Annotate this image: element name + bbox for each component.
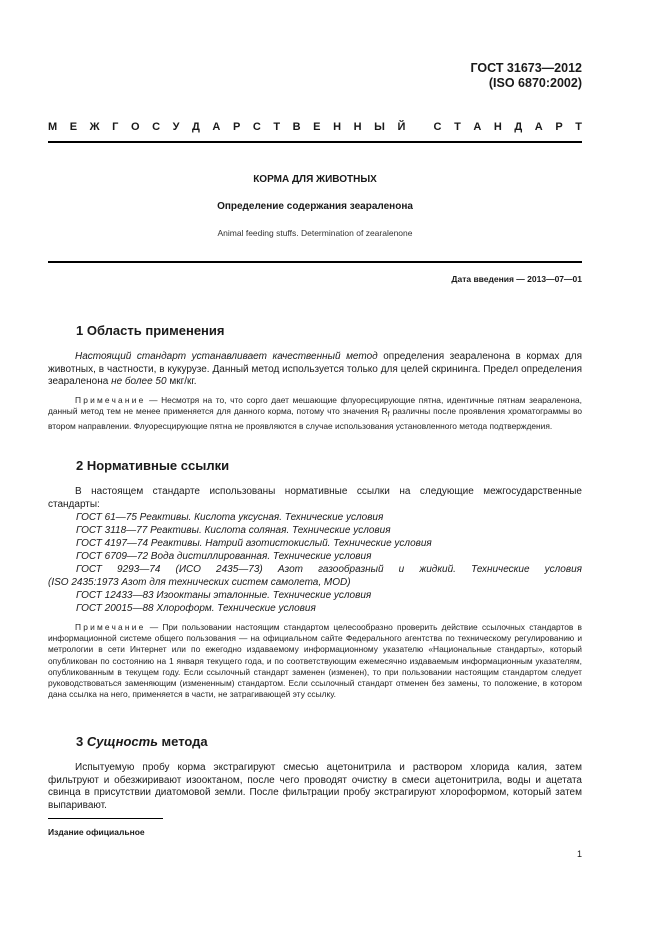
standard-type-letter: У: [172, 121, 180, 133]
standard-type-letter: В: [292, 121, 301, 133]
section-3-heading: [76, 734, 208, 749]
ref-gost-12433: ГОСТ 12433—83 Изооктаны эталонные. Технические условия: [76, 590, 372, 601]
section-2-intro: [48, 486, 582, 511]
standard-type-letter: Ж: [89, 121, 100, 133]
section-1-italic-1: Настоящий стандарт устанавливает качественный метод: [75, 351, 378, 362]
standard-code-gost: ГОСТ 31673—2012: [470, 61, 582, 75]
ref-gost-6709: ГОСТ 6709—72 Вода дистиллированная. Технические условия: [76, 551, 372, 562]
standard-type-letter: Р: [232, 121, 241, 133]
standard-type-letter: Т: [575, 121, 582, 133]
title-rule: [48, 261, 582, 263]
ref-gost-4197: ГОСТ 4197—74 Реактивы. Натрий азотистокислый. Технические условия: [76, 538, 432, 549]
section-3-paragraph: [48, 762, 582, 812]
edition-label: Издание официальное: [48, 827, 145, 837]
ref-gost-3118: ГОСТ 3118—77 Реактивы. Кислота соляная. Технические условия: [76, 525, 391, 536]
section-2-note: [48, 622, 582, 700]
document-subtitle: Определение содержания зеараленона: [217, 201, 413, 212]
note-label: Примечание: [75, 622, 146, 632]
section-3-italic: Сущность: [86, 734, 158, 749]
section-2-heading: 2 Нормативные ссылки: [76, 458, 230, 473]
standard-type-letter: Д: [192, 121, 200, 133]
note-label: Примечание: [75, 395, 146, 405]
section-1-text-1: определения зеараленона в кормах для животных, в частности, в кукурузе. Данный метод используется только для целей скрининга. Предел определения зеараленона: [48, 351, 583, 387]
section-2-intro-text: В настоящем стандарте использованы нормативные ссылки на следующие межгосударственные стандарты:: [48, 486, 582, 510]
standard-type-letter: Д: [514, 121, 523, 133]
standard-type-letter: А: [473, 121, 482, 133]
standard-type-letter: С: [433, 121, 442, 133]
ref-gost-9293-iso: (ISO 2435:1973 Азот для технических систем самолета, MOD): [48, 577, 351, 588]
section-1-note: [48, 395, 582, 432]
section-3-number: 3: [76, 734, 87, 749]
document-title: КОРМА ДЛЯ ЖИВОТНЫХ: [253, 174, 377, 185]
standard-type-letter: М: [48, 121, 58, 133]
standard-type-letter: Т: [454, 121, 461, 133]
header-rule: [48, 141, 582, 143]
standard-type-letter: Е: [313, 121, 321, 133]
ref-gost-9293: ГОСТ 9293—74 (ИСО 2435—73) Азот газообразный и жидкий. Технические условия: [76, 564, 582, 575]
ref-gost-61: ГОСТ 61—75 Реактивы. Кислота уксусная. Технические условия: [76, 512, 384, 523]
page-number: 1: [576, 849, 582, 859]
note-subscript: f: [387, 411, 390, 419]
standard-code: [470, 61, 582, 91]
standard-type-letter: Е: [69, 121, 78, 133]
standard-type-letter: [418, 121, 421, 135]
introduction-date: Дата введения — 2013—07—01: [451, 274, 582, 284]
section-1-italic-2: не более 50: [111, 376, 167, 387]
standard-type-letter: Т: [273, 121, 281, 133]
standard-type-letter: А: [534, 121, 543, 133]
standard-type-letter: О: [130, 121, 140, 133]
note-text: — Несмотря на то, что сорго дает мешающие флуоресцирующие пятна, идентичные пятнам зеараленона, данный метод тем не менее применяется для данного корма, потому что значения R: [48, 395, 582, 417]
standard-type-letter: С: [252, 121, 261, 133]
standard-type-letter: С: [152, 121, 161, 133]
document-title-english: Animal feeding stuffs. Determination of zearalenone: [217, 228, 413, 238]
note-text: — При пользовании настоящим стандартом целесообразно проверить действие ссылочных стандартов в информационной системе общего пользования — на официальном сайте Федерального агентства по техническому регулированию и метрологии в сети Интернет или по ежегодно издаваемому информационному указателю «Национальные стандарты», который опубликован по состоянию на 1 января текущего года, и по соответствующим ежемесячно издаваемым информационным указателям, опубликованным в текущем году. Если ссылочный стандарт заменен (изменен), то при пользовании настоящим стандартом следует руководствоваться заменяющим (измененным) стандартом. Если ссылочный стандарт отменен без замены, то положение, в котором дана ссылка на него, применяется в части, не затрагивающей эту ссылку.: [48, 622, 582, 700]
section-3-text: Испытуемую пробу корма экстрагируют смесью ацетонитрила и раствором хлорида калия, затем фильтруют и обезжиривают изооктаном, после чего проводят очистку в смеси ацетонитрила, воды и ацетата свинца в присутствии диатомовой земли. После фильтрации пробу экстрагируют хлороформом, который затем выпаривают.: [48, 762, 582, 811]
section-3-rest: метода: [157, 734, 208, 749]
standard-type-letter: Й: [397, 121, 406, 133]
section-1-paragraph: [48, 351, 582, 389]
standard-type-letter: Н: [333, 121, 342, 133]
note-text-2: различны после проявления хроматограммы во втором направлении. Флуоресцирующие пятна не проявляются в случае использования установленного метода подтверждения.: [48, 406, 582, 432]
standard-type-heading: [48, 121, 582, 135]
standard-type-letter: Н: [493, 121, 502, 133]
standard-type-letter: А: [212, 121, 221, 133]
footer-rule: [48, 818, 163, 819]
ref-gost-20015: ГОСТ 20015—88 Хлороформ. Технические условия: [76, 603, 316, 614]
section-1-text-2: мкг/кг.: [166, 376, 197, 387]
standard-type-letter: Н: [353, 121, 362, 133]
standard-code-iso: (ISO 6870:2002): [488, 76, 582, 90]
standard-type-letter: Р: [555, 121, 563, 133]
standard-type-letter: Г: [112, 121, 119, 133]
standard-type-letter: Ы: [374, 121, 385, 133]
section-1-heading: 1 Область применения: [76, 323, 225, 338]
